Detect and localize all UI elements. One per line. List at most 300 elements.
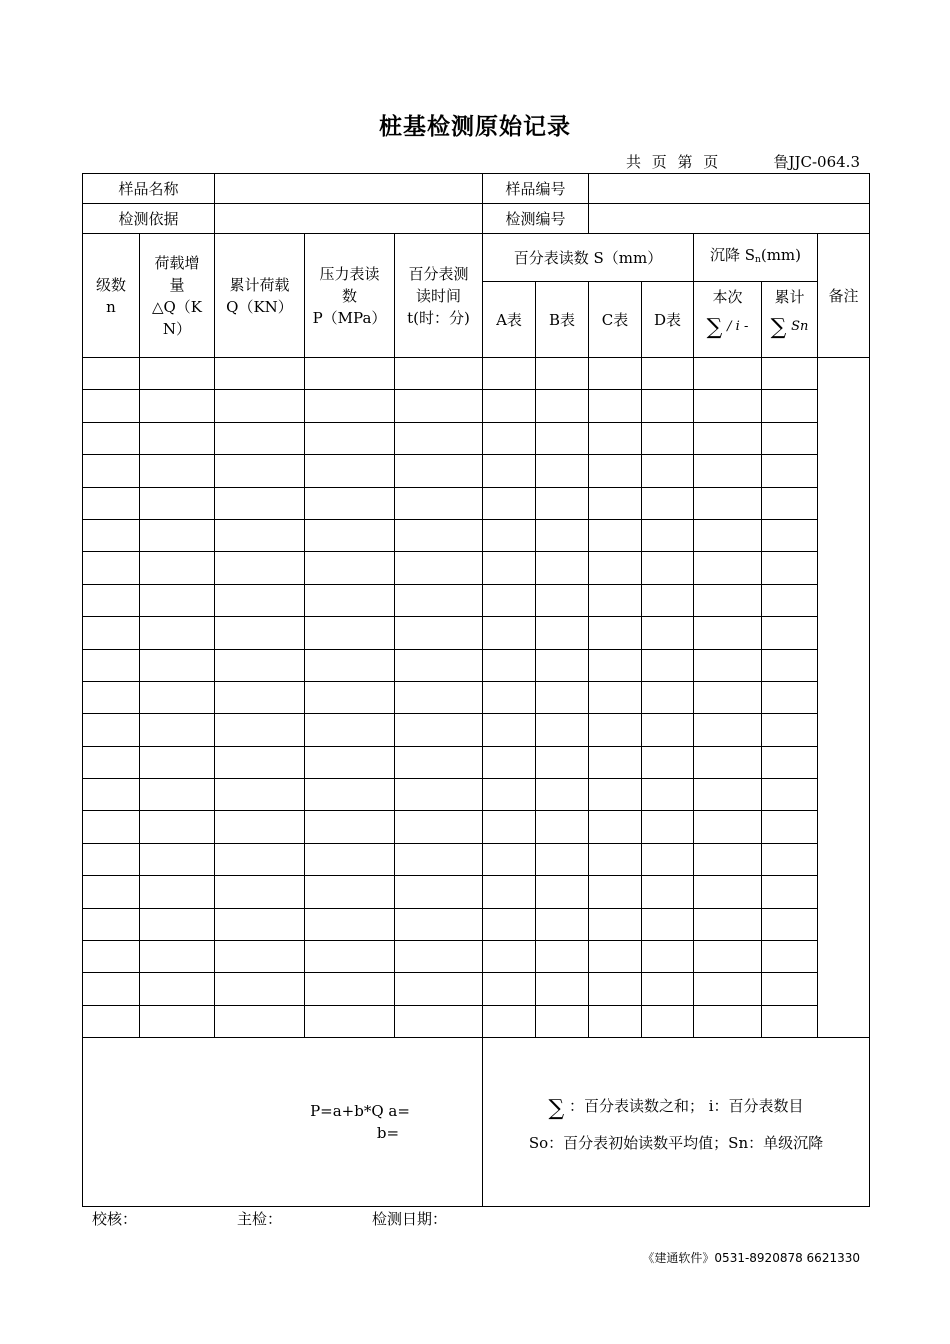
data-cell[interactable] <box>642 422 694 454</box>
sigma-icon: ∑ <box>770 315 787 340</box>
data-cell[interactable] <box>762 908 818 940</box>
data-cell[interactable] <box>305 519 395 551</box>
cumulative-load-header-line: Q（KN） <box>226 297 293 316</box>
data-cell[interactable] <box>642 519 694 551</box>
data-cell[interactable] <box>694 811 762 843</box>
data-cell[interactable] <box>83 779 140 811</box>
data-cell[interactable] <box>83 487 140 519</box>
data-cell[interactable] <box>83 681 140 713</box>
data-cell[interactable] <box>483 843 536 875</box>
sample-number-label: 样品编号 <box>483 174 589 204</box>
data-cell[interactable] <box>483 779 536 811</box>
data-cell[interactable] <box>305 908 395 940</box>
data-cell[interactable] <box>305 876 395 908</box>
settlement-suffix: (mm) <box>760 246 801 264</box>
data-cell[interactable] <box>83 422 140 454</box>
data-cell[interactable] <box>483 1005 536 1037</box>
data-cell[interactable] <box>536 779 589 811</box>
data-cell[interactable] <box>83 973 140 1005</box>
load-increment-header-line: 荷载增 <box>154 253 200 272</box>
data-cell[interactable] <box>83 746 140 778</box>
data-cell[interactable] <box>395 519 483 551</box>
data-cell[interactable] <box>483 358 536 390</box>
data-cell[interactable] <box>642 746 694 778</box>
data-cell[interactable] <box>642 1005 694 1037</box>
load-increment-header <box>140 234 215 358</box>
data-cell[interactable] <box>589 617 642 649</box>
data-cell[interactable] <box>140 973 215 1005</box>
data-cell[interactable] <box>589 1005 642 1037</box>
table-row <box>83 811 870 843</box>
data-cell[interactable] <box>305 811 395 843</box>
data-cell[interactable] <box>762 941 818 973</box>
page-info: 共 页 第 页 <box>626 153 719 171</box>
data-cell[interactable] <box>762 714 818 746</box>
settlement-prefix: 沉降 S <box>710 246 756 264</box>
data-cell[interactable] <box>589 422 642 454</box>
data-cell[interactable] <box>589 876 642 908</box>
notes-row <box>83 1038 870 1207</box>
data-cell[interactable] <box>483 811 536 843</box>
data-cell[interactable] <box>215 876 305 908</box>
data-cell[interactable] <box>395 714 483 746</box>
data-cell[interactable] <box>395 649 483 681</box>
data-cell[interactable] <box>536 876 589 908</box>
data-cell[interactable] <box>395 811 483 843</box>
cumulative-settlement-symbol: Sn <box>791 319 809 334</box>
this-settlement-symbol: / i - <box>727 319 749 334</box>
data-cell[interactable] <box>395 552 483 584</box>
data-cell[interactable] <box>83 519 140 551</box>
data-cell[interactable] <box>536 455 589 487</box>
data-cell[interactable] <box>140 746 215 778</box>
test-basis-field[interactable] <box>215 204 483 234</box>
data-cell[interactable] <box>395 843 483 875</box>
data-cell[interactable] <box>215 746 305 778</box>
data-cell[interactable] <box>305 390 395 422</box>
data-cell[interactable] <box>694 746 762 778</box>
data-cell[interactable] <box>83 649 140 681</box>
data-cell[interactable] <box>395 973 483 1005</box>
data-cell[interactable] <box>536 973 589 1005</box>
dial-b-header: B表 <box>536 282 589 358</box>
data-cell[interactable] <box>536 422 589 454</box>
table-row <box>83 1005 870 1037</box>
table-row <box>83 649 870 681</box>
settlement-group-header <box>694 234 818 282</box>
data-cell[interactable] <box>589 908 642 940</box>
test-basis-label: 检测依据 <box>83 204 215 234</box>
data-cell[interactable] <box>305 681 395 713</box>
data-cell[interactable] <box>536 487 589 519</box>
data-cell[interactable] <box>762 843 818 875</box>
data-cell[interactable] <box>395 390 483 422</box>
data-cell[interactable] <box>215 422 305 454</box>
legend-cell <box>483 1038 870 1207</box>
table-row <box>83 746 870 778</box>
data-cell[interactable] <box>140 390 215 422</box>
data-cell[interactable] <box>642 390 694 422</box>
data-cell[interactable] <box>140 455 215 487</box>
data-cell[interactable] <box>762 552 818 584</box>
table-row <box>83 941 870 973</box>
data-cell[interactable] <box>215 779 305 811</box>
data-cell[interactable] <box>589 519 642 551</box>
data-cell[interactable] <box>140 714 215 746</box>
data-cell[interactable] <box>694 973 762 1005</box>
cumulative-load-header-line: 累计荷载 <box>229 275 290 294</box>
data-cell[interactable] <box>140 908 215 940</box>
data-cell[interactable] <box>642 811 694 843</box>
data-cell[interactable] <box>642 358 694 390</box>
data-cell[interactable] <box>694 649 762 681</box>
data-cell[interactable] <box>589 649 642 681</box>
data-cell[interactable] <box>589 390 642 422</box>
data-cell[interactable] <box>536 811 589 843</box>
data-cell[interactable] <box>140 681 215 713</box>
data-cell[interactable] <box>694 714 762 746</box>
data-cell[interactable] <box>215 973 305 1005</box>
cumulative-settlement-label: 累计 <box>774 288 805 306</box>
data-cell[interactable] <box>642 941 694 973</box>
table-row <box>83 779 870 811</box>
data-cell[interactable] <box>215 649 305 681</box>
data-cell[interactable] <box>589 552 642 584</box>
data-cell[interactable] <box>483 455 536 487</box>
data-cell[interactable] <box>305 714 395 746</box>
data-cell[interactable] <box>589 681 642 713</box>
data-cell[interactable] <box>395 779 483 811</box>
data-cell[interactable] <box>395 422 483 454</box>
data-cell[interactable] <box>762 617 818 649</box>
formula-line: b= <box>376 1124 400 1143</box>
data-cell[interactable] <box>589 714 642 746</box>
data-cell[interactable] <box>83 584 140 616</box>
data-cell[interactable] <box>215 811 305 843</box>
data-cell[interactable] <box>140 552 215 584</box>
data-cell[interactable] <box>215 358 305 390</box>
data-cell[interactable] <box>83 617 140 649</box>
data-cell[interactable] <box>694 584 762 616</box>
data-cell[interactable] <box>642 552 694 584</box>
data-cell[interactable] <box>536 714 589 746</box>
data-cell[interactable] <box>536 358 589 390</box>
data-cell[interactable] <box>694 519 762 551</box>
data-cell[interactable] <box>694 487 762 519</box>
data-cell[interactable] <box>642 714 694 746</box>
data-cell[interactable] <box>305 779 395 811</box>
data-cell[interactable] <box>762 1005 818 1037</box>
data-cell[interactable] <box>589 843 642 875</box>
data-cell[interactable] <box>215 390 305 422</box>
data-cell[interactable] <box>694 390 762 422</box>
data-cell[interactable] <box>762 779 818 811</box>
data-cell[interactable] <box>83 552 140 584</box>
data-cell[interactable] <box>642 455 694 487</box>
data-cell[interactable] <box>140 811 215 843</box>
data-cell[interactable] <box>642 681 694 713</box>
data-cell[interactable] <box>762 973 818 1005</box>
data-cell[interactable] <box>694 455 762 487</box>
data-cell[interactable] <box>395 584 483 616</box>
level-header <box>83 234 140 358</box>
data-cell[interactable] <box>762 422 818 454</box>
data-cell[interactable] <box>483 519 536 551</box>
data-cell[interactable] <box>762 584 818 616</box>
pressure-header <box>305 234 395 358</box>
data-cell[interactable] <box>483 617 536 649</box>
dial-reading-group-header: 百分表读数 S（mm） <box>483 234 694 282</box>
data-cell[interactable] <box>694 876 762 908</box>
data-cell[interactable] <box>642 908 694 940</box>
data-cell[interactable] <box>483 487 536 519</box>
data-cell[interactable] <box>642 843 694 875</box>
data-cell[interactable] <box>83 843 140 875</box>
data-cell[interactable] <box>589 941 642 973</box>
data-cell[interactable] <box>483 552 536 584</box>
data-cell[interactable] <box>83 455 140 487</box>
data-cell[interactable] <box>536 519 589 551</box>
record-table <box>82 173 870 1207</box>
settlement-subscript: n <box>755 255 761 265</box>
read-time-header-line: 百分表测 <box>408 264 469 283</box>
pressure-header-line: P（MPa） <box>312 308 387 327</box>
cumulative-settlement-header <box>762 282 818 358</box>
data-cell[interactable] <box>589 746 642 778</box>
data-cell[interactable] <box>215 681 305 713</box>
table-row <box>83 876 870 908</box>
data-cell[interactable] <box>694 843 762 875</box>
data-cell[interactable] <box>483 584 536 616</box>
data-cell[interactable] <box>694 617 762 649</box>
table-row <box>83 843 870 875</box>
data-cell[interactable] <box>395 746 483 778</box>
data-cell[interactable] <box>305 973 395 1005</box>
data-cell[interactable] <box>215 487 305 519</box>
data-cell[interactable] <box>694 1005 762 1037</box>
data-cell[interactable] <box>483 422 536 454</box>
table-row <box>83 519 870 551</box>
data-cell[interactable] <box>536 390 589 422</box>
data-cell[interactable] <box>305 455 395 487</box>
data-cell[interactable] <box>215 843 305 875</box>
data-cell[interactable] <box>762 649 818 681</box>
data-cell[interactable] <box>694 552 762 584</box>
data-cell[interactable] <box>83 714 140 746</box>
data-cell[interactable] <box>305 487 395 519</box>
info-row <box>83 204 870 234</box>
data-cell[interactable] <box>395 1005 483 1037</box>
data-cell[interactable] <box>140 617 215 649</box>
data-cell[interactable] <box>395 941 483 973</box>
test-number-label: 检测编号 <box>483 204 589 234</box>
data-cell[interactable] <box>83 811 140 843</box>
data-cell[interactable] <box>536 584 589 616</box>
data-cell[interactable] <box>305 584 395 616</box>
data-cell[interactable] <box>694 358 762 390</box>
level-header-line: n <box>106 297 116 316</box>
data-cell[interactable] <box>589 455 642 487</box>
data-cell[interactable] <box>589 779 642 811</box>
data-cell[interactable] <box>140 519 215 551</box>
data-cell[interactable] <box>536 941 589 973</box>
table-row <box>83 973 870 1005</box>
legend-line: ：百分表读数之和； i：百分表数目 <box>568 1096 804 1115</box>
data-cell[interactable] <box>305 1005 395 1037</box>
data-cell[interactable] <box>395 358 483 390</box>
data-cell[interactable] <box>694 908 762 940</box>
data-cell[interactable] <box>140 487 215 519</box>
remarks-cell[interactable] <box>818 358 870 1038</box>
table-row <box>83 390 870 422</box>
data-cell[interactable] <box>694 681 762 713</box>
data-cell[interactable] <box>140 843 215 875</box>
data-cell[interactable] <box>215 941 305 973</box>
dial-c-header: C表 <box>589 282 642 358</box>
data-cell[interactable] <box>762 681 818 713</box>
data-cell[interactable] <box>395 455 483 487</box>
data-cell[interactable] <box>642 973 694 1005</box>
table-row <box>83 422 870 454</box>
table-row <box>83 552 870 584</box>
data-cell[interactable] <box>140 422 215 454</box>
data-cell[interactable] <box>215 584 305 616</box>
data-cell[interactable] <box>305 941 395 973</box>
data-cell[interactable] <box>642 876 694 908</box>
data-cell[interactable] <box>536 843 589 875</box>
data-cell[interactable] <box>536 617 589 649</box>
data-cell[interactable] <box>762 746 818 778</box>
header-row <box>83 234 870 282</box>
read-time-header <box>395 234 483 358</box>
data-cell[interactable] <box>483 746 536 778</box>
table-row <box>83 681 870 713</box>
data-cell[interactable] <box>762 358 818 390</box>
sample-number-field[interactable] <box>589 174 870 204</box>
data-cell[interactable] <box>483 876 536 908</box>
data-cell[interactable] <box>762 390 818 422</box>
data-cell[interactable] <box>140 779 215 811</box>
data-cell[interactable] <box>589 811 642 843</box>
data-cell[interactable] <box>83 358 140 390</box>
data-cell[interactable] <box>536 746 589 778</box>
remarks-header: 备注 <box>818 234 870 358</box>
data-cell[interactable] <box>140 649 215 681</box>
data-cell[interactable] <box>694 422 762 454</box>
load-increment-header-line: △Q（K <box>151 297 203 316</box>
table-row <box>83 714 870 746</box>
read-time-header-line: t(时：分) <box>407 308 470 327</box>
data-cell[interactable] <box>305 649 395 681</box>
data-cell[interactable] <box>305 746 395 778</box>
data-cell[interactable] <box>305 422 395 454</box>
data-cell[interactable] <box>140 876 215 908</box>
data-cell[interactable] <box>83 876 140 908</box>
data-cell[interactable] <box>305 617 395 649</box>
test-number-field[interactable] <box>589 204 870 234</box>
data-cell[interactable] <box>536 908 589 940</box>
data-cell[interactable] <box>83 1005 140 1037</box>
data-cell[interactable] <box>589 973 642 1005</box>
table-row <box>83 487 870 519</box>
data-cell[interactable] <box>140 1005 215 1037</box>
data-cell[interactable] <box>395 617 483 649</box>
data-cell[interactable] <box>483 941 536 973</box>
data-cell[interactable] <box>305 358 395 390</box>
data-cell[interactable] <box>305 552 395 584</box>
data-cell[interactable] <box>395 908 483 940</box>
table-row <box>83 908 870 940</box>
data-cell[interactable] <box>395 487 483 519</box>
data-cell[interactable] <box>305 843 395 875</box>
data-cell[interactable] <box>483 908 536 940</box>
data-cell[interactable] <box>83 390 140 422</box>
data-cell[interactable] <box>215 908 305 940</box>
data-cell[interactable] <box>483 649 536 681</box>
data-cell[interactable] <box>483 714 536 746</box>
data-cell[interactable] <box>536 649 589 681</box>
data-cell[interactable] <box>694 779 762 811</box>
data-cell[interactable] <box>83 908 140 940</box>
data-cell[interactable] <box>642 617 694 649</box>
data-cell[interactable] <box>536 1005 589 1037</box>
data-cell[interactable] <box>762 876 818 908</box>
data-cell[interactable] <box>215 1005 305 1037</box>
data-cell[interactable] <box>215 519 305 551</box>
table-row <box>83 358 870 390</box>
page-title: 桩基检测原始记录 <box>379 114 571 140</box>
data-cell[interactable] <box>694 941 762 973</box>
sigma-icon: ∑ <box>706 315 723 340</box>
data-cell[interactable] <box>483 390 536 422</box>
data-cell[interactable] <box>762 811 818 843</box>
data-cell[interactable] <box>140 941 215 973</box>
data-cell[interactable] <box>140 584 215 616</box>
formula-line: P=a+b*Q a= <box>310 1102 410 1121</box>
load-increment-header-line: N） <box>162 319 192 338</box>
data-cell[interactable] <box>215 617 305 649</box>
this-settlement-label: 本次 <box>712 288 743 306</box>
data-cell[interactable] <box>589 358 642 390</box>
data-cell[interactable] <box>762 519 818 551</box>
data-cell[interactable] <box>642 487 694 519</box>
data-cell[interactable] <box>642 584 694 616</box>
data-cell[interactable] <box>83 941 140 973</box>
data-cell[interactable] <box>215 455 305 487</box>
data-cell[interactable] <box>215 714 305 746</box>
data-cell[interactable] <box>589 584 642 616</box>
data-cell[interactable] <box>642 779 694 811</box>
data-cell[interactable] <box>642 649 694 681</box>
data-cell[interactable] <box>395 681 483 713</box>
data-cell[interactable] <box>762 487 818 519</box>
data-cell[interactable] <box>589 487 642 519</box>
sample-name-field[interactable] <box>215 174 483 204</box>
data-cell[interactable] <box>762 455 818 487</box>
data-cell[interactable] <box>483 973 536 1005</box>
data-cell[interactable] <box>536 681 589 713</box>
data-cell[interactable] <box>215 552 305 584</box>
data-cell[interactable] <box>483 681 536 713</box>
table-row <box>83 617 870 649</box>
data-cell[interactable] <box>395 876 483 908</box>
data-cell[interactable] <box>140 358 215 390</box>
this-settlement-header <box>694 282 762 358</box>
info-row <box>83 174 870 204</box>
data-cell[interactable] <box>536 552 589 584</box>
reviewer-label: 校核： <box>92 1210 138 1228</box>
pressure-header-line: 数 <box>341 286 357 305</box>
